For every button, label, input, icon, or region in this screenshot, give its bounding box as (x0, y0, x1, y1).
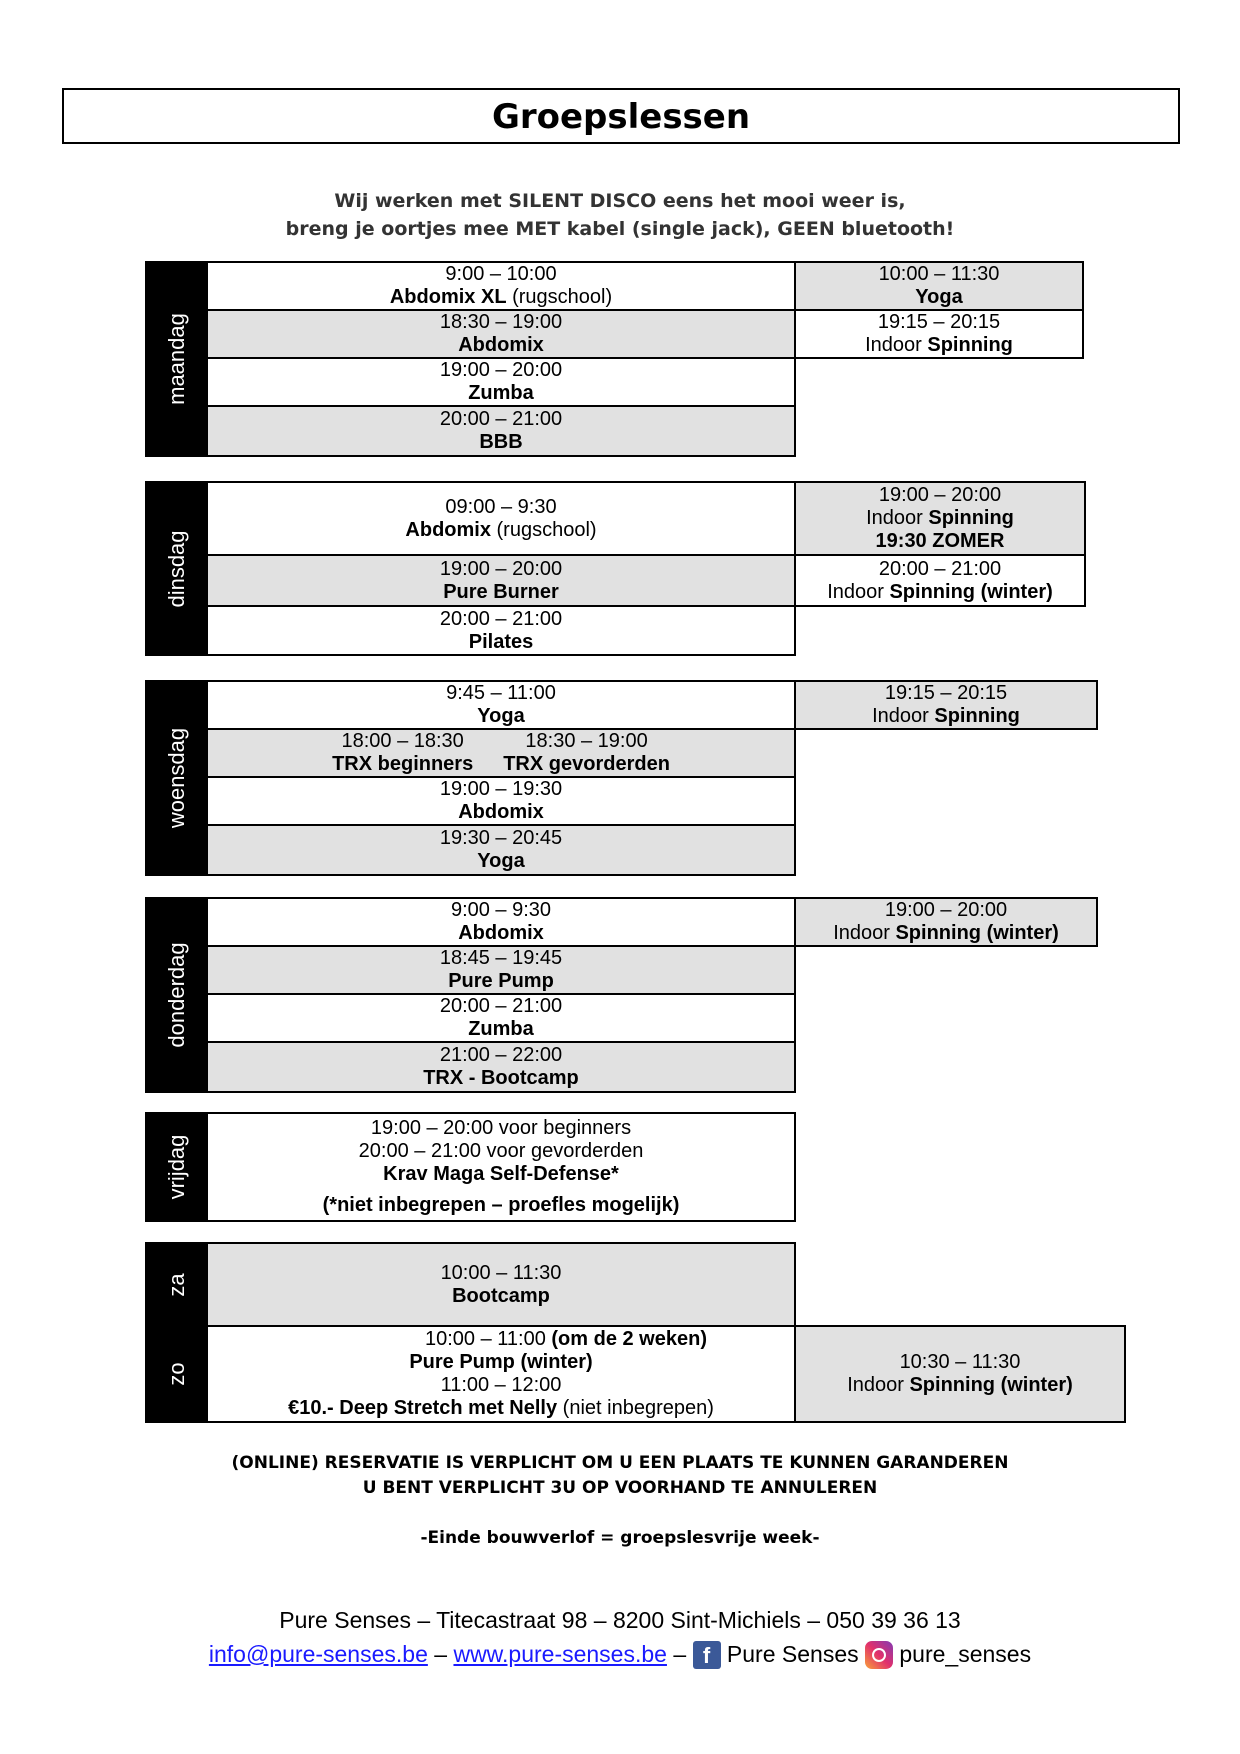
reservation-notice: (ONLINE) RESERVATIE IS VERPLICHT OM U EEN PLAATS TE KUNNEN GARANDEREN (231, 1453, 1009, 1473)
contact-links: info@pure-senses.be – www.pure-senses.be – f Pure Senses pure_senses (208, 1641, 1032, 1668)
class-slot: 9:00 – 10:00 Abdomix XL (rugschool) (206, 261, 796, 311)
class-slot: 19:00 – 20:00 Zumba (206, 357, 796, 407)
class-slot: 18:45 – 19:45 Pure Pump (206, 945, 796, 995)
class-slot: 09:00 – 9:30 Abdomix (rugschool) (206, 481, 796, 556)
class-slot-split: 18:00 – 18:30 TRX beginners 18:30 – 19:00 TRX gevorderden (206, 728, 796, 778)
cancellation-notice: U BENT VERPLICHT 3U OP VOORHAND TE ANNULEREN (362, 1478, 878, 1498)
class-slot: 10:30 – 11:30 Indoor Spinning (winter) (794, 1325, 1126, 1423)
day-label-zo: zo (145, 1325, 208, 1423)
class-slot: 20:00 – 21:00 Indoor Spinning (winter) (794, 554, 1086, 607)
class-slot: 19:15 – 20:15 Indoor Spinning (794, 309, 1084, 359)
notice-line-1: Wij werken met SILENT DISCO eens het mooi weer is, (334, 190, 906, 212)
class-slot: 18:30 – 19:00 Abdomix (206, 309, 796, 359)
class-slot: 9:00 – 9:30 Abdomix (206, 897, 796, 947)
class-slot: 10:00 – 11:30 Yoga (794, 261, 1084, 311)
email-link[interactable]: info@pure-senses.be (208, 1641, 428, 1667)
day-label-woensdag: woensdag (145, 680, 208, 876)
page-title: Groepslessen (62, 88, 1180, 144)
class-slot: 19:00 – 20:00 Indoor Spinning 19:30 ZOMER (794, 481, 1086, 556)
day-label-dinsdag: dinsdag (145, 481, 208, 656)
class-slot: 20:00 – 21:00 Pilates (206, 605, 796, 656)
class-slot: 9:45 – 11:00 Yoga (206, 680, 796, 730)
class-slot: 19:30 – 20:45 Yoga (206, 824, 796, 876)
class-slot: 20:00 – 21:00 BBB (206, 405, 796, 457)
holiday-notice: -Einde bouwverlof = groepslesvrije week- (420, 1528, 820, 1548)
contact-address: Pure Senses – Titecastraat 98 – 8200 Sint-Michiels – 050 39 36 13 (279, 1607, 961, 1633)
class-slot: 21:00 – 22:00 TRX - Bootcamp (206, 1041, 796, 1093)
website-link[interactable]: www.pure-senses.be (453, 1641, 667, 1667)
class-slot: 10:00 – 11:00 (om de 2 weken) Pure Pump (winter) 11:00 – 12:00 €10.- Deep Stretch met Nelly (niet inbegrepen) (206, 1325, 796, 1423)
class-slot: 10:00 – 11:30 Bootcamp (206, 1242, 796, 1327)
class-slot: 20:00 – 21:00 Zumba (206, 993, 796, 1043)
day-label-vrijdag: vrijdag (145, 1112, 208, 1222)
day-label-maandag: maandag (145, 261, 208, 457)
notice-line-2: breng je oortjes mee MET kabel (single jack), GEEN bluetooth! (285, 218, 955, 240)
class-slot: 19:00 – 20:00 voor beginners 20:00 – 21:00 voor gevorderden Krav Maga Self-Defense* (*niet inbegrepen – proefles mogelijk) (206, 1112, 796, 1222)
class-slot: 19:15 – 20:15 Indoor Spinning (794, 680, 1098, 730)
instagram-icon[interactable] (865, 1641, 893, 1669)
instagram-name: pure_senses (893, 1641, 1032, 1667)
day-label-za: za (145, 1242, 208, 1327)
facebook-name: Pure Senses (720, 1641, 865, 1667)
class-slot: 19:00 – 20:00 Pure Burner (206, 554, 796, 607)
facebook-icon[interactable]: f (693, 1641, 721, 1669)
class-slot: 19:00 – 20:00 Indoor Spinning (winter) (794, 897, 1098, 947)
class-slot: 19:00 – 19:30 Abdomix (206, 776, 796, 826)
day-label-donderdag: donderdag (145, 897, 208, 1093)
